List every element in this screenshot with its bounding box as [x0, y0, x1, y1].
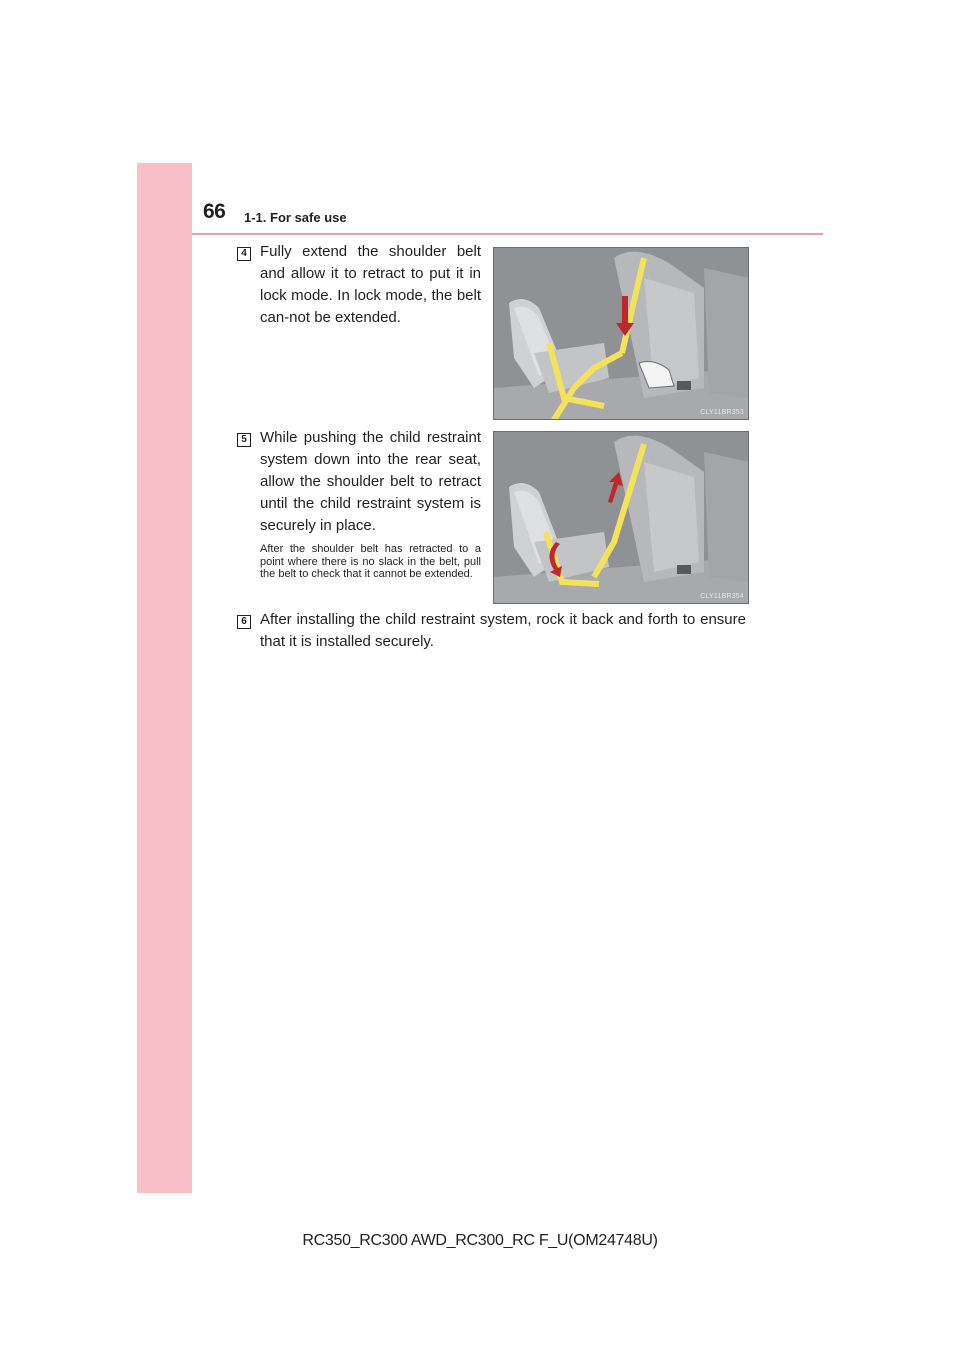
figure-code: CLY11BR353	[700, 409, 744, 416]
step-5-figure	[493, 431, 749, 604]
page-number: 66	[203, 200, 226, 223]
header-rule	[192, 233, 823, 235]
step-6-badge: 6	[237, 615, 251, 629]
step-6-text: After installing the child restraint system, rock it back and forth to ensure that it is installed securely.	[260, 611, 746, 650]
step-4-badge: 4	[237, 247, 251, 261]
seat-illustration	[494, 432, 749, 604]
side-tab	[137, 163, 192, 1193]
section-title: 1-1. For safe use	[244, 210, 347, 225]
figure-code: CLY11BR354	[700, 593, 744, 600]
seat-illustration	[494, 248, 749, 420]
footer-model-code: RC350_RC300 AWD_RC300_RC F_U(OM24748U)	[302, 1232, 658, 1249]
step-5-text: While pushing the child restraint system down into the rear seat, allow the shoulder belt to retract until the child restraint system is securely in place.	[260, 429, 481, 534]
step-5-badge: 5	[237, 433, 251, 447]
step-5-note: After the shoulder belt has retracted to a point where there is no slack in the belt, pull the belt to check that it cannot be extended.	[260, 543, 481, 580]
step-4-text: Fully extend the shoulder belt and allow it to retract to put it in lock mode. In lock mode, the belt can-not be extended.	[260, 243, 481, 326]
step-4-figure	[493, 247, 749, 420]
